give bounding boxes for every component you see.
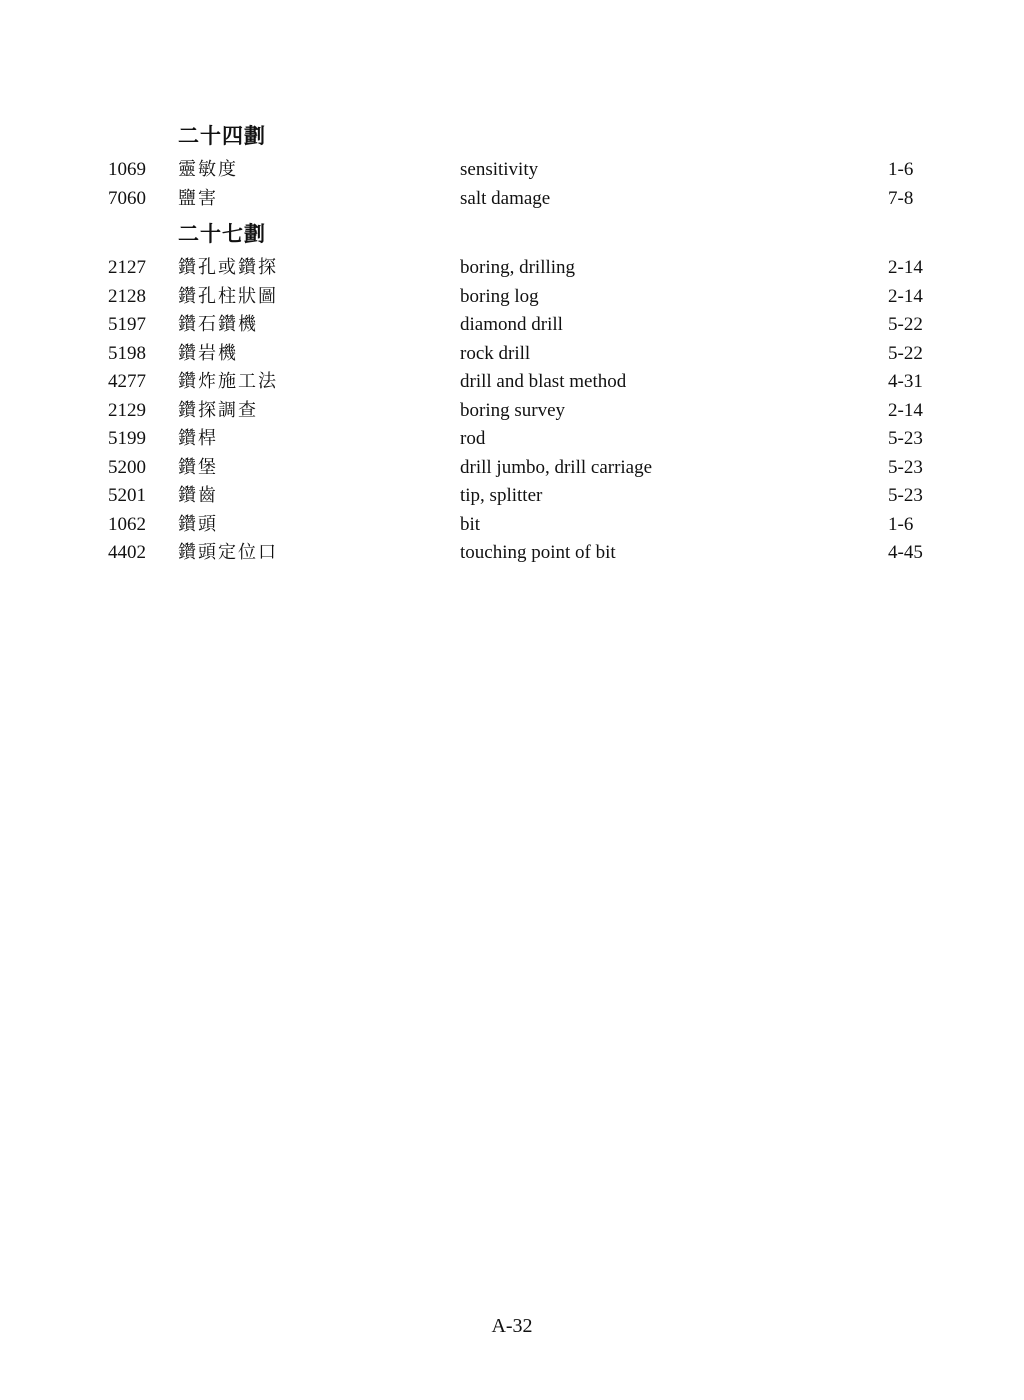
entry-page-ref: 7-8 xyxy=(888,187,914,209)
glossary-index xyxy=(108,120,948,573)
entry-chinese-term: 鑽孔柱狀圖 xyxy=(178,285,278,307)
entry-code: 4402 xyxy=(108,542,146,563)
entry-english-term: boring log xyxy=(460,285,539,307)
glossary-entry xyxy=(108,397,948,426)
entry-code: 5198 xyxy=(108,342,146,364)
entry-chinese-term: 鑽頭 xyxy=(178,513,218,535)
entry-english-term: tip, splitter xyxy=(460,485,543,506)
section-heading: 二十四劃 xyxy=(178,123,266,148)
entry-english-term: rock drill xyxy=(460,342,531,364)
entry-page-ref: 5-23 xyxy=(888,428,923,449)
entry-code: 4277 xyxy=(108,371,146,392)
entry-chinese-term: 鹽害 xyxy=(178,187,218,209)
entry-english-term: drill jumbo, drill carriage xyxy=(460,456,653,478)
entry-page-ref: 5-22 xyxy=(888,314,923,335)
entry-chinese-term: 鑽探調查 xyxy=(178,399,258,421)
glossary-entry xyxy=(108,254,948,283)
glossary-entry xyxy=(108,539,948,568)
page-number: A-32 xyxy=(491,1315,533,1337)
entry-page-ref: 1-6 xyxy=(888,513,914,535)
entry-page-ref: 5-23 xyxy=(888,485,923,506)
entry-english-term: boring survey xyxy=(460,399,566,421)
entry-english-term: touching point of bit xyxy=(460,542,616,563)
entry-page-ref: 4-31 xyxy=(888,371,923,392)
entry-code: 2128 xyxy=(108,285,146,307)
glossary-entry xyxy=(108,340,948,369)
section-heading: 二十七劃 xyxy=(178,221,266,246)
glossary-entry xyxy=(108,482,948,511)
entry-page-ref: 5-22 xyxy=(888,342,923,364)
entry-english-term: salt damage xyxy=(460,187,551,209)
entry-code: 7060 xyxy=(108,187,146,209)
entry-page-ref: 2-14 xyxy=(888,285,923,307)
section-24-strokes xyxy=(108,120,948,213)
entry-page-ref: 2-14 xyxy=(888,257,923,278)
entry-page-ref: 1-6 xyxy=(888,159,914,180)
glossary-entry xyxy=(108,156,948,185)
glossary-entry xyxy=(108,511,948,540)
entry-page-ref: 5-23 xyxy=(888,456,923,478)
entry-chinese-term: 鑽頭定位口 xyxy=(178,542,278,563)
entry-english-term: boring, drilling xyxy=(460,257,576,278)
entry-english-term: rod xyxy=(460,428,486,449)
entry-code: 2127 xyxy=(108,257,146,278)
entry-code: 5201 xyxy=(108,485,146,506)
entry-english-term: drill and blast method xyxy=(460,371,627,392)
glossary-entry xyxy=(108,283,948,312)
entry-english-term: sensitivity xyxy=(460,159,539,180)
entry-code: 2129 xyxy=(108,399,146,421)
entry-chinese-term: 靈敏度 xyxy=(178,159,238,180)
entry-english-term: bit xyxy=(460,513,481,535)
entry-code: 5199 xyxy=(108,428,146,449)
entry-chinese-term: 鑽齒 xyxy=(178,485,218,506)
glossary-entry xyxy=(108,311,948,340)
entry-code: 5197 xyxy=(108,314,146,335)
section-27-strokes xyxy=(108,218,948,568)
entry-chinese-term: 鑽岩機 xyxy=(178,342,238,364)
entry-chinese-term: 鑽桿 xyxy=(178,428,218,449)
entry-chinese-term: 鑽堡 xyxy=(178,456,218,478)
entry-page-ref: 4-45 xyxy=(888,542,923,563)
glossary-entry xyxy=(108,425,948,454)
glossary-entry xyxy=(108,368,948,397)
glossary-entry xyxy=(108,185,948,214)
entry-code: 5200 xyxy=(108,456,146,478)
entry-english-term: diamond drill xyxy=(460,314,563,335)
entry-code: 1069 xyxy=(108,159,146,180)
entry-chinese-term: 鑽石鑽機 xyxy=(178,314,258,335)
entry-page-ref: 2-14 xyxy=(888,399,923,421)
glossary-entry xyxy=(108,454,948,483)
entry-chinese-term: 鑽孔或鑽探 xyxy=(178,257,278,278)
entry-code: 1062 xyxy=(108,513,146,535)
entry-chinese-term: 鑽炸施工法 xyxy=(178,371,278,392)
